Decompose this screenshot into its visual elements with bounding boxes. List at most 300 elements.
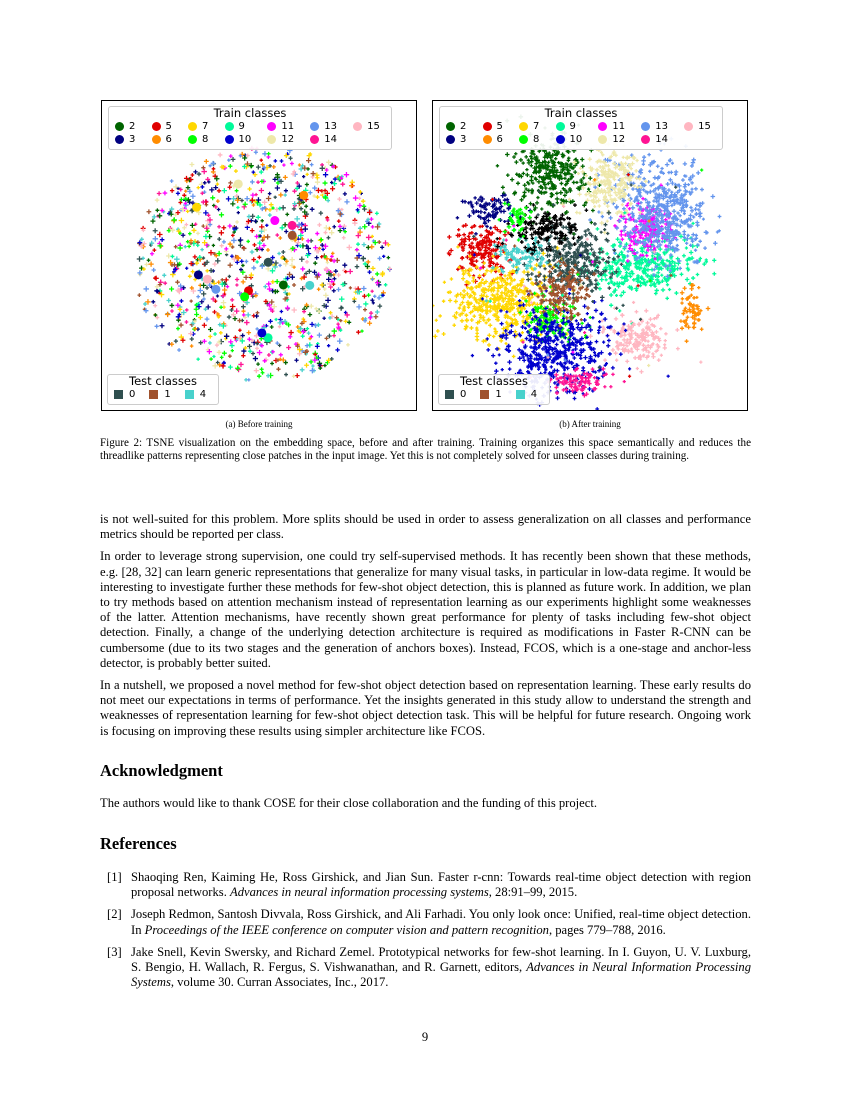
scatter-point [257, 241, 262, 246]
scatter-point [306, 239, 310, 243]
legend-label: 0 [129, 389, 136, 400]
scatter-point [488, 323, 492, 327]
scatter-point [356, 304, 361, 309]
legend-item [114, 388, 135, 401]
scatter-point [324, 231, 328, 235]
scatter-point [693, 296, 696, 299]
scatter-point [603, 358, 607, 362]
scatter-point [488, 309, 492, 313]
scatter-point [624, 221, 627, 224]
scatter-point [256, 215, 261, 220]
scatter-point [200, 248, 203, 251]
scatter-point [605, 252, 609, 256]
scatter-point [261, 371, 265, 375]
scatter-point [260, 367, 264, 371]
scatter-point [355, 264, 360, 269]
scatter-point [369, 244, 374, 249]
scatter-point [620, 263, 623, 266]
scatter-point [247, 378, 250, 381]
scatter-point [276, 367, 280, 371]
scatter-point [469, 326, 473, 330]
scatter-point [598, 325, 602, 329]
scatter-point [196, 232, 200, 236]
scatter-point [607, 164, 611, 168]
scatter-point [536, 255, 539, 258]
scatter-point [169, 286, 174, 291]
scatter-point [157, 191, 162, 196]
scatter-point [314, 307, 318, 311]
scatter-point [470, 242, 473, 245]
scatter-point [283, 222, 288, 227]
class-prototype-marker [264, 258, 273, 267]
scatter-point [259, 188, 264, 193]
scatter-point [614, 317, 618, 321]
scatter-point [382, 255, 385, 258]
scatter-point [378, 304, 383, 309]
scatter-point [231, 234, 235, 238]
scatter-point [679, 319, 683, 323]
scatter-point [601, 257, 605, 261]
scatter-point [435, 319, 438, 322]
scatter-point [228, 224, 233, 229]
scatter-point [332, 277, 336, 281]
scatter-point [218, 153, 223, 158]
scatter-point [266, 155, 270, 159]
scatter-point [147, 258, 151, 262]
scatter-point [369, 311, 373, 315]
scatter-point [614, 351, 618, 355]
scatter-point [631, 206, 636, 211]
class-prototype-marker [288, 231, 297, 240]
scatter-point [588, 176, 592, 180]
scatter-point [220, 356, 224, 360]
scatter-point [201, 169, 207, 175]
scatter-point [471, 354, 474, 357]
scatter-point [522, 270, 526, 274]
scatter-point [618, 309, 621, 312]
scatter-point [190, 299, 193, 302]
scatter-point [353, 286, 357, 290]
scatter-point [591, 209, 595, 213]
scatter-point [700, 188, 704, 192]
scatter-point [361, 199, 365, 203]
scatter-point [578, 212, 581, 215]
scatter-point [631, 187, 635, 191]
scatter-point [352, 221, 357, 226]
scatter-point [284, 229, 288, 233]
scatter-point [321, 248, 325, 252]
scatter-point [672, 209, 677, 214]
scatter-point [464, 223, 468, 227]
scatter-point [306, 158, 311, 163]
scatter-point [573, 242, 577, 246]
scatter-point [594, 286, 599, 291]
scatter-point [201, 200, 206, 205]
scatter-point [621, 290, 626, 295]
scatter-point [375, 211, 379, 215]
scatter-point [689, 250, 693, 254]
scatter-point [208, 327, 213, 332]
scatter-point [275, 341, 279, 345]
scatter-point [174, 245, 178, 249]
scatter-point [190, 194, 195, 199]
scatter-point [221, 300, 226, 305]
scatter-point [241, 264, 244, 267]
scatter-point [247, 187, 251, 191]
scatter-point [326, 160, 331, 165]
legend-marker-icon [152, 135, 161, 144]
scatter-point [315, 195, 319, 199]
scatter-point [449, 248, 454, 253]
scatter-point [611, 373, 615, 377]
scatter-point [323, 172, 328, 177]
scatter-point [226, 196, 231, 201]
scatter-point [576, 322, 581, 327]
class-prototype-marker [279, 280, 288, 289]
scatter-point [312, 186, 317, 191]
scatter-point [210, 195, 215, 200]
scatter-point [202, 297, 206, 301]
scatter-point [317, 310, 321, 314]
scatter-point [377, 256, 381, 260]
scatter-point [584, 193, 588, 197]
scatter-point [523, 183, 527, 187]
scatter-point [339, 296, 345, 302]
scatter-point [627, 193, 631, 197]
subcaption-a: (a) Before training [225, 419, 293, 429]
scatter-point [555, 191, 559, 195]
legend-marker-icon [267, 122, 276, 131]
scatter-point [588, 242, 592, 246]
scatter-point [665, 297, 669, 301]
scatter-point [191, 173, 195, 177]
scatter-point [572, 356, 576, 360]
scatter-point [260, 159, 263, 162]
scatter-point [234, 308, 239, 313]
scatter-point [658, 247, 662, 251]
scatter-point [281, 250, 285, 254]
scatter-point [177, 245, 182, 250]
scatter-point [342, 236, 346, 240]
scatter-point [367, 293, 371, 297]
scatter-point [229, 154, 233, 158]
scatter-point [575, 181, 578, 184]
class-prototype-marker [194, 270, 203, 279]
scatter-point [666, 199, 670, 203]
scatter-point [611, 366, 615, 370]
scatter-point [691, 158, 695, 162]
scatter-point [301, 334, 305, 338]
scatter-point [361, 256, 366, 261]
scatter-point [170, 179, 174, 183]
scatter-point [216, 199, 220, 203]
scatter-point [521, 315, 525, 319]
scatter-point [155, 198, 160, 203]
scatter-point [353, 195, 358, 200]
scatter-point [499, 339, 503, 343]
scatter-point [639, 370, 643, 374]
scatter-point [234, 169, 238, 173]
scatter-point [221, 225, 226, 230]
scatter-point [504, 274, 507, 277]
scatter-point [537, 180, 542, 185]
scatter-point [332, 334, 336, 338]
scatter-point [696, 273, 700, 277]
scatter-point [292, 283, 296, 287]
scatter-point [235, 283, 238, 286]
scatter-point [585, 174, 588, 177]
scatter-point [606, 334, 610, 338]
legend-item [310, 120, 342, 133]
scatter-point [262, 243, 267, 248]
scatter-point [288, 156, 292, 160]
scatter-point [246, 312, 251, 317]
scatter-point [594, 278, 598, 282]
legend-item [267, 120, 299, 133]
scatter-point [242, 155, 247, 160]
scatter-point [195, 261, 199, 265]
scatter-point [498, 353, 501, 356]
scatter-point [320, 166, 325, 171]
scatter-point [286, 345, 291, 350]
scatter-point [323, 293, 328, 298]
scatter-point [137, 256, 143, 262]
scatter-point [377, 296, 381, 300]
scatter-point [328, 285, 333, 290]
scatter-point [697, 286, 700, 289]
scatter-point [271, 280, 275, 284]
scatter-point [197, 186, 200, 189]
legend-marker-icon [353, 122, 362, 131]
scatter-point [220, 244, 224, 248]
scatter-point [647, 344, 650, 347]
scatter-point [215, 258, 220, 263]
scatter-point [265, 234, 270, 239]
scatter-point [664, 332, 667, 335]
scatter-point [642, 188, 645, 191]
scatter-point [315, 180, 320, 185]
scatter-point [475, 201, 479, 205]
scatter-point [607, 256, 611, 260]
scatter-point [702, 218, 705, 221]
scatter-point [528, 259, 532, 263]
scatter-point [294, 358, 298, 362]
legend-marker-icon [115, 135, 124, 144]
scatter-point [555, 197, 560, 202]
class-prototype-marker [257, 328, 266, 337]
scatter-point [217, 208, 221, 212]
scatter-point [221, 278, 224, 281]
scatter-point [347, 245, 352, 250]
scatter-point [254, 219, 258, 223]
legend-item [188, 133, 214, 146]
scatter-point [512, 155, 516, 159]
scatter-point [559, 181, 563, 185]
scatter-point [373, 314, 378, 319]
scatter-point [330, 186, 335, 191]
scatter-point [152, 248, 156, 252]
scatter-point [150, 219, 155, 224]
scatter-point [203, 234, 208, 239]
scatter-point [433, 334, 437, 338]
scatter-point [436, 329, 440, 333]
scatter-point [256, 362, 260, 366]
scatter-point [666, 182, 670, 186]
scatter-point [647, 153, 651, 157]
scatter-point [155, 208, 159, 212]
class-prototype-marker [192, 203, 201, 212]
scatter-point [288, 330, 293, 335]
scatter-point [685, 242, 688, 245]
scatter-point [259, 170, 263, 174]
scatter-point [257, 350, 262, 355]
scatter-point [219, 212, 224, 217]
scatter-point [676, 211, 680, 215]
scatter-point [160, 237, 165, 242]
scatter-point [486, 318, 490, 322]
scatter-point [201, 291, 206, 296]
scatter-point [201, 166, 205, 170]
scatter-point [279, 353, 283, 357]
scatter-point [254, 150, 258, 154]
scatter-point [266, 196, 271, 201]
scatter-point [324, 225, 329, 230]
scatter-point [163, 191, 168, 196]
scatter-point [250, 180, 255, 185]
scatter-point [694, 207, 698, 211]
scatter-point [178, 307, 183, 312]
tsne-after-plot [432, 100, 748, 411]
scatter-point [601, 215, 604, 218]
scatter-point [219, 331, 223, 335]
scatter-point [283, 175, 288, 180]
scatter-point [313, 261, 317, 265]
scatter-point [317, 287, 321, 291]
scatter-point [555, 369, 559, 373]
scatter-point [268, 319, 273, 324]
scatter-point [327, 344, 330, 347]
scatter-point [473, 196, 476, 199]
scatter-point [576, 291, 580, 295]
scatter-point [609, 216, 613, 220]
scatter-point [254, 368, 259, 373]
scatter-point [619, 294, 623, 298]
scatter-point [268, 213, 272, 217]
scatter-point [512, 355, 516, 359]
scatter-point [665, 162, 669, 166]
scatter-point [657, 358, 661, 362]
scatter-point [712, 272, 716, 276]
scatter-point [676, 261, 681, 266]
legend-label: 5 [165, 121, 172, 132]
scatter-point [701, 201, 705, 205]
scatter-point [486, 348, 490, 352]
legend-label: 4 [199, 389, 207, 400]
scatter-point [618, 244, 622, 248]
scatter-point [607, 339, 611, 343]
scatter-point [552, 255, 556, 259]
legend-entries [108, 388, 218, 404]
scatter-point [616, 237, 620, 241]
scatter-point [290, 162, 294, 166]
scatter-point [479, 210, 483, 214]
scatter-point [227, 185, 232, 190]
scatter-point [238, 362, 243, 367]
scatter-point [259, 224, 264, 229]
scatter-point [217, 350, 222, 355]
scatter-point [718, 215, 722, 219]
scatter-point [237, 211, 240, 214]
scatter-point [196, 358, 199, 361]
scatter-point [452, 323, 456, 327]
scatter-point [267, 353, 271, 357]
scatter-point [571, 292, 575, 296]
scatter-point [567, 159, 571, 163]
scatter-point [375, 272, 379, 276]
scatter-point [504, 315, 508, 319]
scatter-point [494, 369, 498, 373]
scatter-point [384, 283, 388, 287]
scatter-point [342, 224, 347, 229]
scatter-point [205, 286, 209, 290]
scatter-point [581, 186, 585, 190]
scatter-point [241, 280, 246, 285]
scatter-point [377, 240, 381, 244]
scatter-point [470, 318, 474, 322]
scatter-point [667, 188, 671, 192]
scatter-point [587, 387, 591, 391]
scatter-point [304, 204, 308, 208]
scatter-point [475, 259, 479, 263]
scatter-point [323, 287, 327, 291]
scatter-point [186, 210, 190, 214]
scatter-point [580, 318, 583, 321]
scatter-point [525, 310, 528, 313]
scatter-point [289, 257, 294, 262]
scatter-point [246, 153, 250, 157]
scatter-point [660, 167, 663, 170]
scatter-point [491, 255, 494, 258]
scatter-point [278, 236, 282, 240]
scatter-point [696, 171, 700, 175]
scatter-point [344, 199, 349, 204]
scatter-point [340, 182, 345, 187]
scatter-point [700, 327, 704, 331]
scatter-point [214, 299, 218, 303]
scatter-point [255, 346, 259, 350]
scatter-point [598, 320, 601, 323]
scatter-point [595, 168, 599, 172]
legend-marker-icon [267, 135, 276, 144]
scatter-point [268, 192, 272, 196]
scatter-point [535, 201, 539, 205]
scatter-point [572, 180, 576, 184]
legend-marker-icon [310, 135, 319, 144]
scatter-point [656, 245, 659, 248]
legend-label: 6 [165, 134, 172, 145]
scatter-point [249, 218, 253, 222]
scatter-point [194, 312, 199, 317]
scatter-point [317, 333, 322, 338]
scatter-point [656, 271, 660, 275]
legend-marker-icon [115, 122, 124, 131]
scatter-point [310, 163, 314, 167]
scatter-point [644, 309, 648, 313]
scatter-point [593, 222, 597, 226]
scatter-point [222, 287, 227, 292]
scatter-point [371, 277, 374, 280]
scatter-point [311, 364, 314, 367]
